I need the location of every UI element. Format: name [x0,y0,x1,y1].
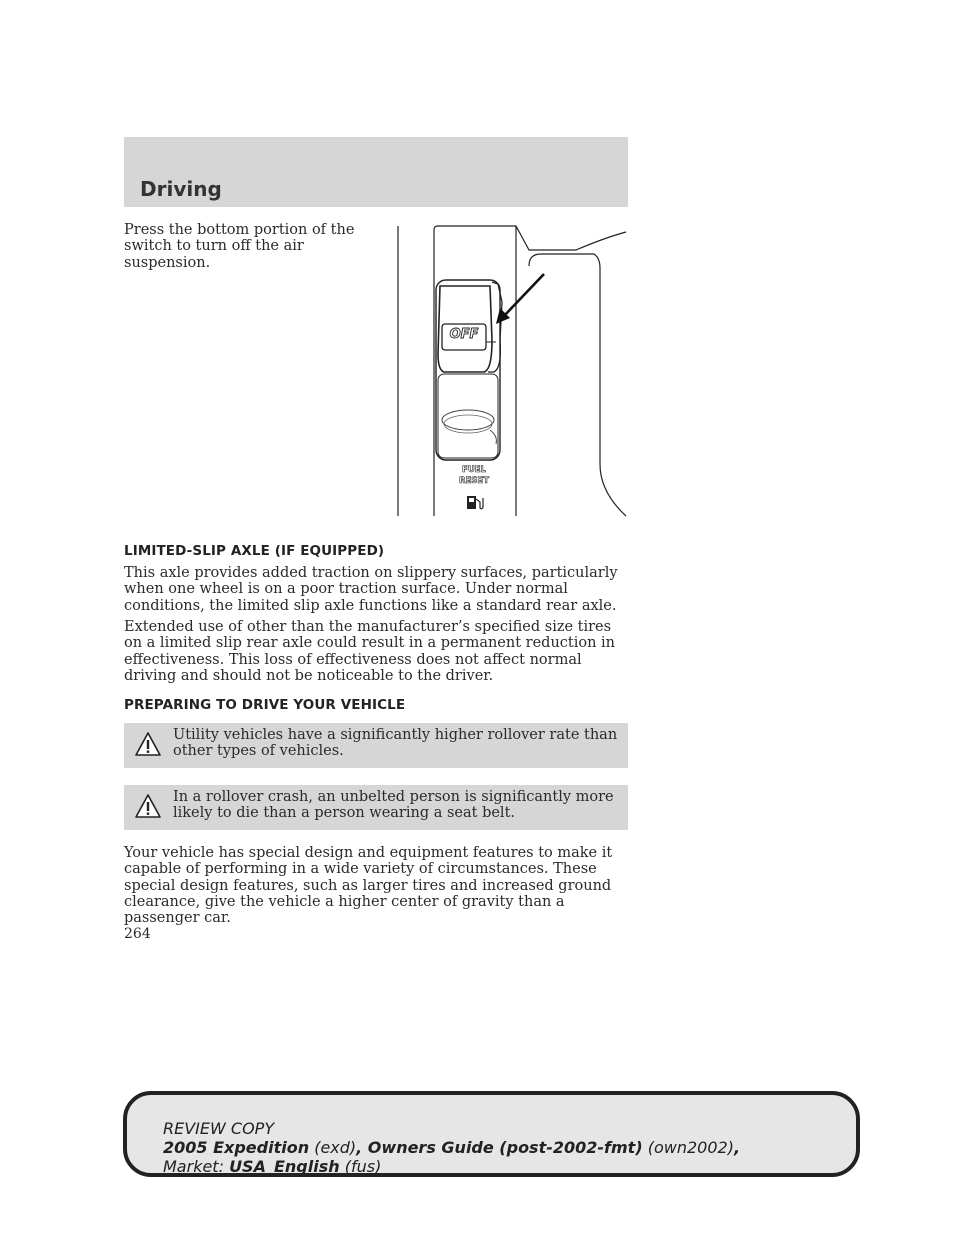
footer-model: 2005 Expedition [163,1138,310,1157]
warning-text: Utility vehicles have a significantly higher rollover rate than other types of vehicles. [173,727,618,760]
intro-text: Press the bottom portion of the switch to turn off the air suspension. [124,222,355,271]
warning-box-rollover-rate [124,723,628,768]
footer-guide-code: (own2002) [647,1138,734,1157]
switch-off-label: OFF [449,327,479,342]
fuel-reset-label-line1: FUEL [462,465,486,475]
warning-box-seat-belt [124,785,628,830]
section-header-band [124,137,628,207]
center-of-gravity-paragraph: Your vehicle has special design and equipment features to make it capable of performing in a wide variety of circumstances. These special design features, such as larger tires and increased ground clearance, give the vehicle a higher center of gravity than a passenger car. [124,845,613,927]
air-suspension-switch-figure [396,224,628,518]
footer-market-label: Market: [163,1157,224,1176]
footer-comma: , [733,1138,741,1157]
switch-illustration [396,224,628,518]
footer-market-code: (fus) [344,1157,382,1176]
page-number: 264 [124,926,151,942]
warning-text: In a rollover crash, an unbelted person is significantly more likely to die than a person wearing a seat belt. [173,789,614,822]
warning-triangle-icon [134,731,162,757]
limited-slip-paragraph-2: Extended use of other than the manufacturer’s specified size tires on a limited slip rear axle could result in a permanent reduction in effectiveness. This loss of effectiveness does not affect normal driving and should not be noticeable to the driver. [124,619,616,684]
footer-model-code: (exd) [314,1138,357,1157]
preparing-to-drive-heading: PREPARING TO DRIVE YOUR VEHICLE [124,697,406,713]
limited-slip-paragraph-1: This axle provides added traction on slippery surfaces, particularly when one wheel is on a poor traction surface. Under normal conditions, the limited slip axle functions like a standard rear axle. [124,565,618,614]
footer-market-line [163,1157,740,1176]
footer-guide: , Owners Guide (post-2002-fmt) [356,1138,643,1157]
footer-document-line [163,1138,740,1157]
footer-review-label: REVIEW COPY [163,1119,275,1138]
limited-slip-heading: LIMITED-SLIP AXLE (IF EQUIPPED) [124,543,385,559]
section-title: Driving [140,177,222,201]
fuel-reset-label-line2: RESET [458,476,490,486]
review-copy-footer [123,1091,860,1177]
fuel-pump-icon [467,496,483,509]
footer-market: USA_English [229,1157,340,1176]
warning-triangle-icon [134,793,162,819]
